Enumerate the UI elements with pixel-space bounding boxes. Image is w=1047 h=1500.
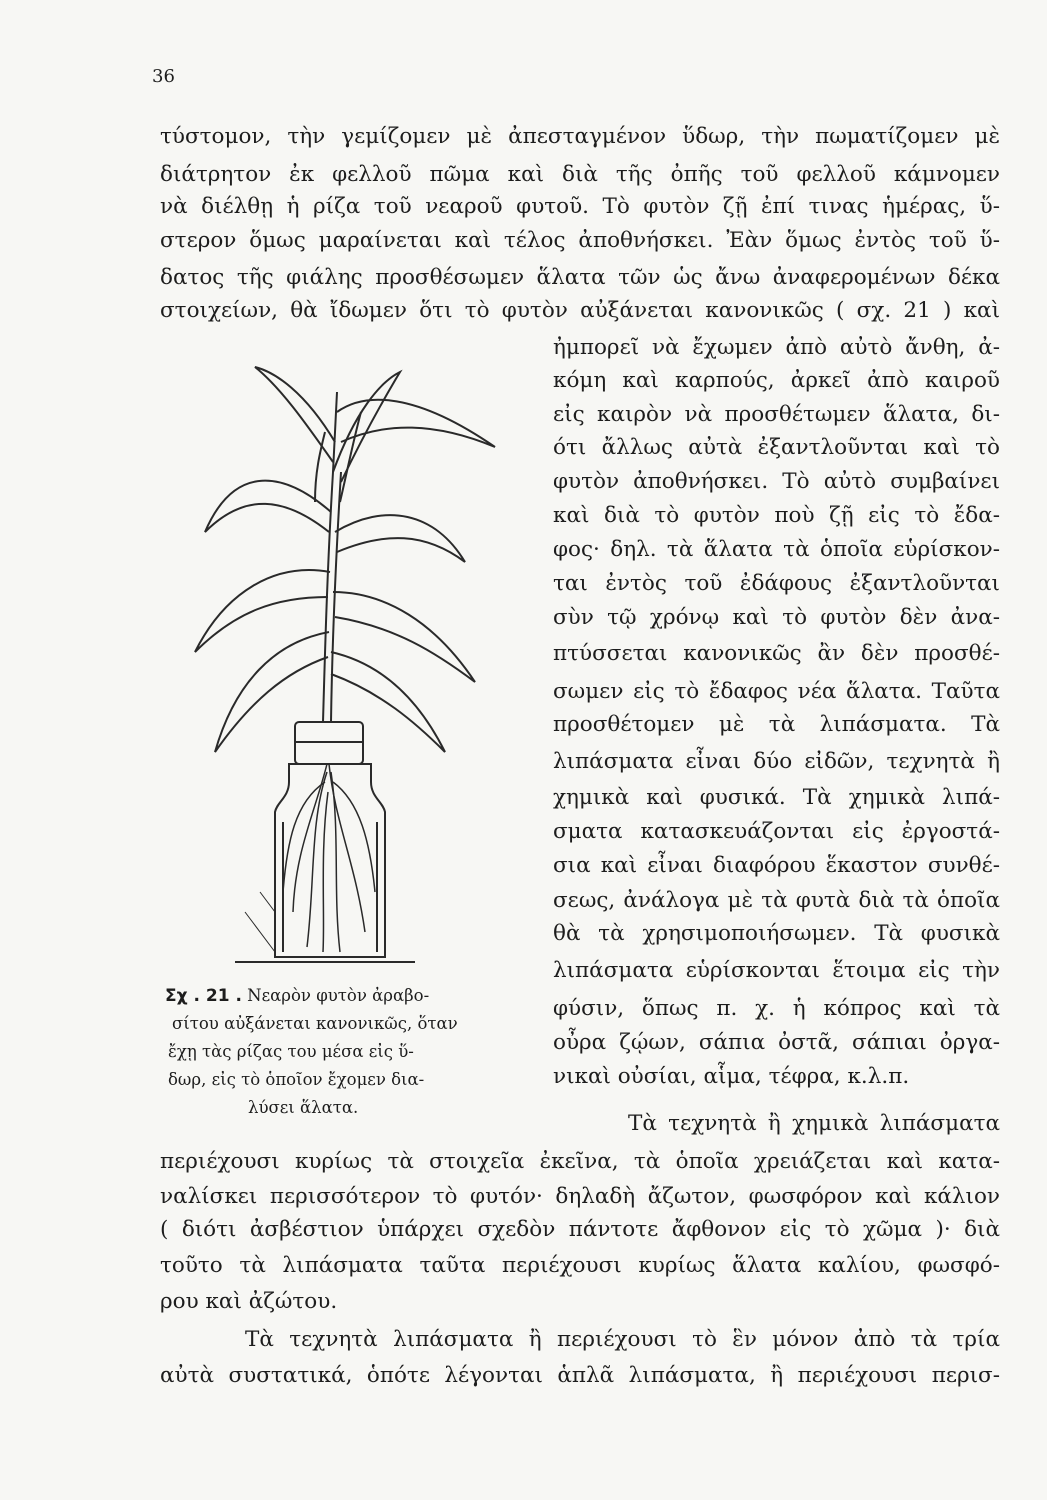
text-line: Τὰ τεχνητὰ ἢ χημικὰ λιπάσματα — [628, 1111, 1000, 1136]
text-line: εἰς καιρὸν νὰ προσθέτωμεν ἅλατα, δι- — [553, 402, 1000, 427]
text-line: λιπάσματα εἶναι δύο εἰδῶν, τεχνητὰ ἢ — [553, 749, 1000, 774]
text-line: πτύσσεται κανονικῶς ἂν δὲν προσθέ- — [553, 641, 1000, 666]
text-line: χημικὰ καὶ φυσικά. Τὰ χημικὰ λιπά- — [553, 785, 1000, 810]
text-line: ρου καὶ ἀζώτου. — [160, 1289, 338, 1314]
text-line: διάτρητον ἐκ φελλοῦ πῶμα καὶ διὰ τῆς ὀπῆς τοῦ φελλοῦ κάμνομεν — [160, 162, 1000, 187]
text-line: προσθέτομεν μὲ τὰ λιπάσματα. Τὰ — [553, 712, 1000, 737]
text-line: φύσιν, ὅπως π. χ. ἡ κόπρος καὶ τὰ — [553, 996, 1000, 1021]
text-line: θὰ τὰ χρησιμοποιήσωμεν. Τὰ φυσικὰ — [553, 921, 1000, 946]
caption-line: ἔχῃ τὰς ρίζας του μέσα εἰς ὕ- — [168, 1042, 414, 1061]
text-line: λιπάσματα εὑρίσκονται ἕτοιμα εἰς τὴν — [553, 958, 1000, 983]
text-line: ( διότι ἀσβέστιον ὑπάρχει σχεδὸν πάντοτε ἄφθονον εἰς τὸ χῶμα )· διὰ — [160, 1217, 1000, 1242]
text-line: νὰ διέλθῃ ἡ ρίζα τοῦ νεαροῦ φυτοῦ. Τὸ φυτὸν ζῇ ἐπί τινας ἡμέρας, ὕ- — [160, 194, 1000, 219]
text-line: φυτὸν ἀποθνήσκει. Τὸ αὐτὸ συμβαίνει — [553, 469, 1000, 494]
text-line: οὖρα ζῴων, σάπια ὀστᾶ, σάπιαι ὀργα- — [553, 1030, 1000, 1055]
text-line: σια καὶ εἶναι διαφόρου ἕκαστον συνθέ- — [553, 853, 1000, 878]
text-line: στερον ὅμως μαραίνεται καὶ τέλος ἀποθνήσκει. Ἐὰν ὅμως ἐντὸς τοῦ ὕ- — [160, 228, 1000, 253]
text-line: δατος τῆς φιάλης προσθέσωμεν ἅλατα τῶν ὡς ἄνω ἀναφερομένων δέκα — [160, 265, 1000, 290]
page-number: 36 — [152, 66, 175, 87]
text-line: τύστομον, τὴν γεμίζομεν μὲ ἀπεσταγμένον ὕδωρ, τὴν πωματίζομεν μὲ — [160, 124, 1000, 149]
text-line: ται ἐντὸς τοῦ ἐδάφους ἐξαντλοῦνται — [553, 571, 1000, 596]
text-line: περιέχουσι κυρίως τὰ στοιχεῖα ἐκεῖνα, τὰ ὁποῖα χρειάζεται καὶ κατα- — [160, 1149, 1000, 1174]
text-line: σωμεν εἰς τὸ ἔδαφος νέα ἅλατα. Ταῦτα — [553, 679, 1000, 704]
text-line: αὐτὰ συστατικά, ὁπότε λέγονται ἁπλᾶ λιπάσματα, ἢ περιέχουσι περισ- — [160, 1363, 1000, 1388]
text-line: σματα κατασκευάζονται εἰς ἐργοστά- — [553, 819, 1000, 844]
text-line: τοῦτο τὰ λιπάσματα ταῦτα περιέχουσι κυρίως ἅλατα καλίου, φωσφό- — [160, 1253, 1000, 1278]
figure-label: Σχ . 21 . — [165, 986, 242, 1006]
text-line: ἠμπορεῖ νὰ ἔχωμεν ἀπὸ αὐτὸ ἄνθη, ἀ- — [553, 335, 1000, 360]
text-line: νικαὶ οὐσίαι, αἷμα, τέφρα, κ.λ.π. — [553, 1064, 910, 1089]
text-line: Τὰ τεχνητὰ λιπάσματα ἢ περιέχουσι τὸ ἓν μόνον ἀπὸ τὰ τρία — [245, 1327, 1000, 1352]
corn-plant-illustration — [165, 352, 515, 972]
text-line: φος· δηλ. τὰ ἅλατα τὰ ὁποῖα εὑρίσκον- — [553, 537, 1000, 562]
text-line: ναλίσκει περισσότερον τὸ φυτόν· δηλαδὴ ἄζωτον, φωσφόρον καὶ κάλιον — [160, 1184, 1000, 1209]
text-line: ότι ἄλλως αὐτὰ ἐξαντλοῦνται καὶ τὸ — [553, 435, 1000, 460]
text-line: κόμη καὶ καρπούς, ἀρκεῖ ἀπὸ καιροῦ — [553, 368, 1000, 393]
text-line: σὺν τῷ χρόνῳ καὶ τὸ φυτὸν δὲν ἀνα- — [553, 605, 1000, 630]
caption-line: σίτου αὐξάνεται κανονικῶς, ὅταν — [172, 1014, 458, 1033]
caption-line: Νεαρὸν φυτὸν ἀραβο- — [247, 986, 430, 1005]
text-line: καὶ διὰ τὸ φυτὸν ποὺ ζῇ εἰς τὸ ἔδα- — [553, 503, 1000, 528]
plant-in-bottle-drawing — [165, 352, 515, 972]
caption-line: δωρ, εἰς τὸ ὁποῖον ἔχομεν δια- — [168, 1070, 425, 1089]
figure-caption — [165, 982, 510, 1010]
text-line: σεως, ἀνάλογα μὲ τὰ φυτὰ διὰ τὰ ὁποῖα — [553, 888, 1000, 913]
caption-line: λύσει ἅλατα. — [248, 1098, 359, 1117]
text-line: στοιχείων, θὰ ἴδωμεν ὅτι τὸ φυτὸν αὐξάνεται κανονικῶς ( σχ. 21 ) καὶ — [160, 298, 1000, 323]
